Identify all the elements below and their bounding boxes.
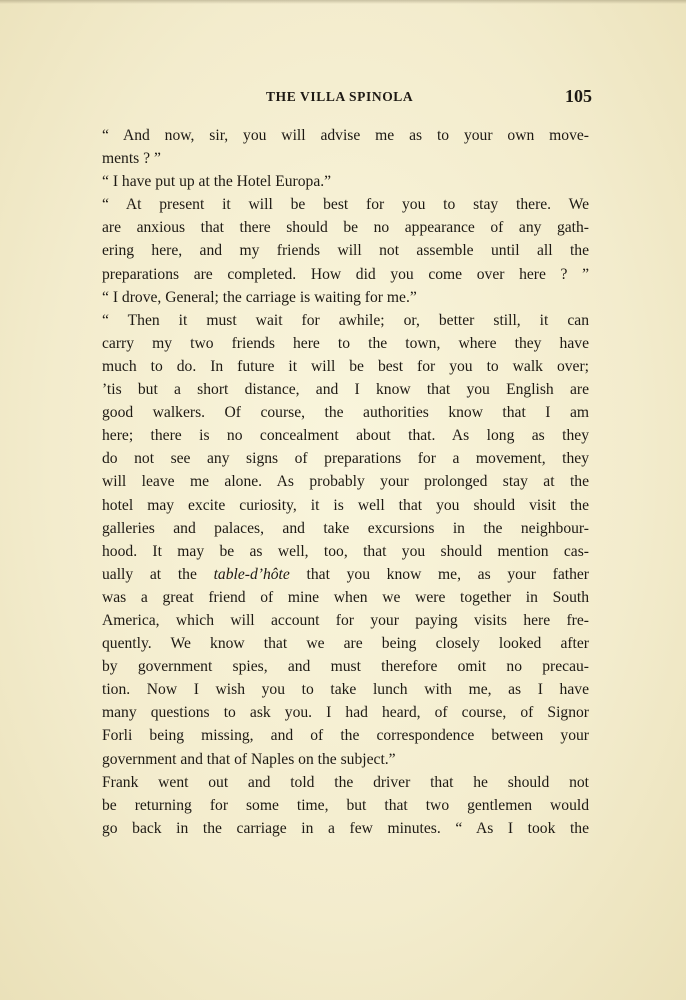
text-line: was a great friend of mine when we were together in South [102, 588, 589, 606]
text-line: good walkers. Of course, the authorities know that I am [102, 404, 589, 422]
text-line: ’tis but a short distance, and I know that you English are [102, 381, 589, 399]
page-edge [0, 0, 686, 4]
text-line: America, which will account for your paying visits here fre- [102, 611, 589, 629]
text-line: ering here, and my friends will not assemble until all the [102, 242, 589, 260]
text-segment: ually at the [102, 565, 197, 583]
text-segment: that you know me, as your father [306, 565, 590, 583]
text-line: do not see any signs of preparations for a movement, they [102, 450, 589, 468]
text-line: government and that of Naples on the subject.” [102, 750, 396, 768]
text-line: much to do. In future it will be best for you to walk over; [102, 357, 589, 375]
italic-phrase: table-d’hôte [213, 565, 290, 583]
text-line: Frank went out and told the driver that he should not [102, 773, 589, 791]
text-line: preparations are completed. How did you come over here ? ” [102, 265, 589, 283]
text-line: be returning for some time, but that two gentlemen would [102, 796, 589, 814]
text-line: hotel may excite curiosity, it is well that you should visit the [102, 496, 589, 514]
text-line: “ I drove, General; the carriage is waiting for me.” [102, 288, 417, 306]
text-line: galleries and palaces, and take excursions in the neighbour- [102, 519, 589, 537]
text-line: hood. It may be as well, too, that you should mention cas- [102, 542, 589, 560]
text-line: “ Then it must wait for awhile; or, better still, it can [102, 311, 589, 329]
text-line: many questions to ask you. I had heard, of course, of Signor [102, 704, 589, 722]
body-text [102, 124, 589, 840]
text-line: go back in the carriage in a few minutes. “ As I took the [102, 819, 589, 837]
text-line: quently. We know that we are being closely looked after [102, 635, 589, 653]
text-line: here; there is no concealment about that. As long as they [102, 427, 589, 445]
text-line: by government spies, and must therefore omit no precau- [102, 658, 589, 676]
text-line: Forli being missing, and of the correspondence between your [102, 727, 589, 745]
text-line-with-italic [102, 563, 589, 586]
text-line: “ At present it will be best for you to stay there. We [102, 196, 589, 214]
text-line: tion. Now I wish you to take lunch with me, as I have [102, 681, 589, 699]
page-header [102, 86, 592, 110]
text-line: carry my two friends here to the town, where they have [102, 334, 589, 352]
page-number: 105 [565, 86, 592, 106]
running-head: THE VILLA SPINOLA [266, 89, 414, 104]
text-line: will leave me alone. As probably your prolonged stay at the [102, 473, 589, 491]
text-line: ments ? ” [102, 150, 161, 168]
text-line: are anxious that there should be no appearance of any gath- [102, 219, 589, 237]
text-line: “ I have put up at the Hotel Europa.” [102, 173, 332, 191]
text-line: “ And now, sir, you will advise me as to your own move- [102, 127, 589, 144]
